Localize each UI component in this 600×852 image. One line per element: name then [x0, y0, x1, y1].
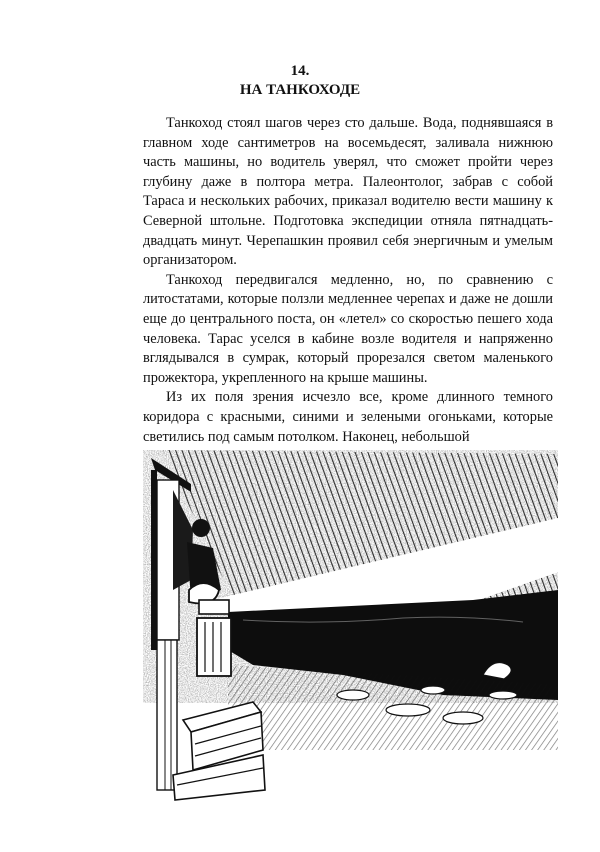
paragraph-1: Танкоход стоял шагов через сто дальше. Вода, поднявшаяся в главном ходе сантиметров на восемьдесят, заливала нижнюю часть машины, но водитель уверял, что сможет пройти через глубину даже в полтора метра. Палеонтолог, забрав с собой Тараса и нескольких рабочих, приказал водителю вести машину к Северной штольне. Подготовка экспедиции отняла пятнадцать-двадцать минут. Черепашкин проявил себя энергичным и умелым организатором. [143, 115, 553, 269]
paragraph-3: Из их поля зрения исчезло все, кроме длинного темного коридора с красными, синими и зелеными огоньками, которые светились под самым потолком. Наконец, небольшой [143, 389, 553, 445]
chapter-title: НА ТАНКОХОДЕ [239, 82, 361, 98]
body-text [143, 114, 553, 447]
tank-searchlight-illustration [143, 450, 558, 802]
illustration [143, 450, 558, 802]
paragraph-2: Танкоход передвигался медленно, но, по сравнению с литостатами, которые ползли медленнее черепах и даже не дошли еще до центрального поста, он «летел» со скоростью пешего хода человека. Тарас уселся в кабине возле водителя и напряженно вглядывался в сумрак, который прорезался светом маленького прожектора, укрепленного на крыше машины. [143, 271, 553, 386]
chapter-number: 14. [290, 63, 310, 79]
